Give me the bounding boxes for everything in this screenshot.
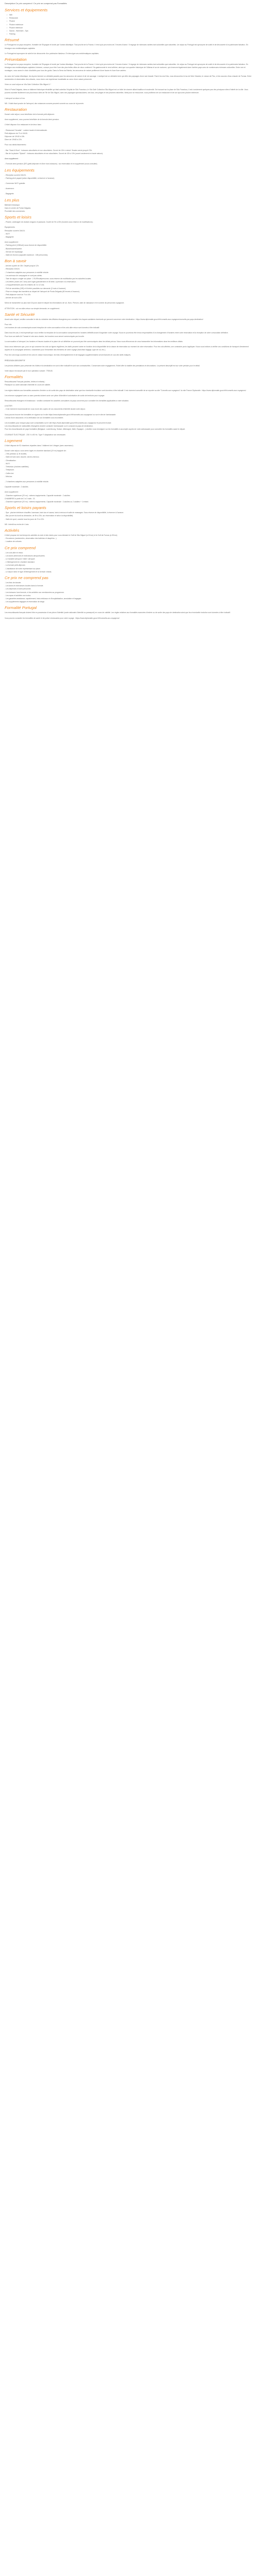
restauration-paragraph: Durant votre séjour, vous bénéficiez de la formule petit-déjeuner.	[5, 113, 55, 116]
equipements-paragraph: - Connexion Wi-Fi gratuite.	[5, 182, 26, 184]
sports-title: Sports et loisirs	[5, 215, 31, 220]
sports-paragraph: - Piscine, aménagée de chaises longues et parasols. Ouvert de 9h à 20h (horaires sous réserve de modifications).	[5, 221, 93, 224]
les-plus-section	[5, 198, 253, 213]
presentation-paragraph: Le Portugal est un pays européen, frontalier de l'Espagne et bordé par l'océan Atlantique. Tout proche de la France, il n'est qu'à peu moins de 2 heures d'avion ! Il regorge de richesses variées tant culturelles que naturelles. Un séjour au Portugal est synonyme de soleil et de découverte d'un patrimoine fabuleux. En témoigne ses emblématiques capitales Lisbonne, connue pour être l'une des plus belles villes de vieux continent ! Sa gastronomie le rend célèbre, ainsi que son quartier historique de l'Alfama et sa vie nocturne, qui s'exercent également dans l'arrière-pays avec de nombreuses richesses culturelles. Entre mer et montagne, vous aurez le choix d'activités pour tous les goûts. Dans la Serra da Estrela, les amoureux de nature profiteront d'une faune et d'une flore variées.	[5, 63, 249, 72]
sports-paragraph: Équipements Réception ouverte 24h/24. - Wi-Fi - Bagagerie	[5, 226, 25, 238]
content	[0, 0, 258, 620]
comprend-paragraph: - Les vols aller et retour. - Les taxes aériennes et redevances aéroportuaires. - Le transfert aéroport / hôtel / aéroport. - L'hébergement en chambre standard. - La formule petit-déjeuner. - L'assistance de notre représentant sur place. - Le séjour selon le type d'hébergement et la formule choisis.	[5, 551, 52, 573]
service-item-parking: • Parking	[9, 32, 253, 36]
formalite-portugal-paragraph: Vous pouvez consulter les formalités de santé et de police nécessaires pour votre voyage : https://www.diplomatie.gouv.fr/fr/conseils-aux-voyageurs/	[5, 617, 120, 619]
presentation-title: Présentation	[5, 57, 27, 62]
equipements-paragraph: - Bagagerie.	[5, 193, 14, 195]
formalite-portugal-title: Formalité Portugal	[5, 605, 37, 611]
resume-title: Résumé	[5, 38, 20, 43]
logement-paragraph: Durant votre séjour, vous serez logés en chambre standard (19 m²) équipée de : - 2 lits jumeaux (1 lit double). - Salle de bain avec douche, sèche-cheveux. - Climatisation. - Wi-Fi. - Télévision (chaînes satellites). - Téléphone. - Coffre-fort. - Mini-bar.	[5, 450, 67, 478]
bon-a-savoir-section	[5, 259, 253, 310]
comprend-section	[5, 546, 253, 573]
sports-paragraph: Avec supplément : - Parking privé (10€/nuit) sous réserve de disponibilité. - Blanchisserie/laverie. - Service de repassage. - Salle de réunion (capacité maximum : 165 personnes).	[5, 241, 49, 256]
restauration-paragraph: - Restaurant "Arcadia" : cuisine locale et internationale. Petit-déjeuner de 7h à 10h30. Déjeuner de 12h30 à 15h. Dîner de 19h30 à 22h.	[5, 129, 47, 141]
logement-paragraph: L'hôtel dispose de 92 chambres réparties dans 1 bâtiment de 4 étages (avec ascenseur).	[5, 444, 74, 447]
presentation-paragraph: NB : l'hôtel étant proche de l'aéroport, des nuisances sonores peuvent survenir au cours de la journée.	[5, 102, 84, 105]
services-section	[5, 8, 253, 36]
bon-a-savoir-title: Bon à savoir	[5, 259, 27, 264]
logement-paragraph: Avec supplément : - Chambre supérieure (20 m²) : mêmes équipements. Capacité maximale : 2 adultes. CHAMBRES à partir de 2 à 3 nuits : 21. - Chambre supérieure (20 m²) : mêmes équipements. Capacité maximale : 3 adultes ou 2 adultes + 1 enfant.	[5, 491, 89, 503]
ne-comprend-section	[5, 575, 253, 603]
restauration-section	[5, 107, 253, 165]
activites-section	[5, 528, 253, 544]
comprend-title: Ce prix comprend	[5, 545, 36, 550]
equipements-paragraph: - Ascenseur.	[5, 188, 14, 190]
resume-section	[5, 38, 253, 55]
restauration-paragraph: Avec supplément, vous pourrez bénéficier de la formule demi-pension.	[5, 118, 59, 121]
precision-paragraph: Votre séjour est assuré par le tour opérateur suivant : TRAVIA	[5, 370, 53, 372]
presentation-paragraph: Vivez un court séjour au Vila Gale Collection São Miguel 4 *	[5, 83, 51, 86]
les-plus-title: Les plus	[5, 197, 20, 202]
activites-paragraph: L'hôtel propose de tout temps les activités du club et des loisirs pour vous distraire le Golf de São Miguel (à 15 km) et le Golf de Furnas (à 35 km). - Excursions (randonnées, observation des baleines et dauphins...). - Location de voitures.	[5, 534, 118, 543]
service-item-piscine-interieure: • Piscine intérieure	[9, 26, 253, 29]
formalites-paragraph: Vous pouvez trouver les formalités en vigueur sur le site https://www.diplomatie.gouv.fr/fr/conseils-aux-voyageurs/ ou sur le site de l'ambassade. L'achat d'une assurance, et la vérification de vos formalités vous incombent.	[5, 413, 116, 419]
sante-paragraph: Nous vous informons que, pour ce qui concerne les vols sur lignes régulières, les tarifs peuvent varier en fonction de la disponibilité de la classe de réservation au moment de votre réservation. Pour les vols affrétés, une contrainte peut s'appliquer. Nous vous invitons à vérifier vos conditions de transport directement auprès de la compagnie aérienne, notamment pour l'ensemble des éléments de votre voyage (franchise bagage, type de vol, etc.).	[5, 346, 249, 351]
logement-paragraph: - 2 chambres adaptées aux personnes à mobilité réduite.	[5, 480, 49, 483]
header-note: Description Ce prix comprend / Ce prix ne comprend pas Formalités	[5, 2, 67, 5]
sante-paragraph: Pour les vols longs courriers et les vols en classe économique, les frais d'enregistrement et de bagages supplémentaires seront facturés en sus des tarifs indiqués.	[5, 354, 131, 357]
les-plus-paragraph: Bâtiment historique. Dans le centre de Ponta Delgada. Proximité des commerces.	[5, 204, 31, 212]
formalite-portugal-section	[5, 605, 253, 619]
services-title: Services et équipements	[5, 8, 48, 12]
restauration-paragraph: Pour vos rafraîchissements :	[5, 144, 27, 146]
formalites-paragraph: Les modalités pour chaque pays sont consultables sur le site https://www.diplomatie.gouv.fr/fr/conseils-aux-voyageurs/ et peuvent évoluer. Les ressortissants de nationalités étrangères doivent contacter l'ambassade ou le consulat du pays de destination. Pour les ressortissants de pays frontaliers (Belgique, Luxembourg, Suisse, Allemagne, Italie, Espagne...) veuillez vous renseigner sur les formalités à accomplir auprès de votre ambassade pour connaître les formalités avant le départ.	[5, 422, 186, 431]
service-item-piscine: • Piscine	[9, 20, 253, 23]
formalites-paragraph: A NOTER - Il est vivement recommandé de vous munir des copies de vos documents d'identité durant votre séjour.	[5, 405, 86, 411]
presentation-section	[5, 57, 253, 105]
sante-paragraph: Avant votre départ, veuillez consulter le site du ministère des Affaires étrangères pour connaître les risques sanitaires éventuels qui peuvent concerner votre destination : https://www.diplomatie.gouv.fr/fr/conseils-aux-voyageurs/conseils-par-pays-destination/	[5, 318, 203, 320]
presentation-paragraph: Au cœur de l'océan Atlantique, les Açores forment un véritable paradis pour les amoureux de nature et de vie sauvage. L'archipel est un véritable écrin qui offre des paysages d'une rare beauté. Parmi les neuf îles, vous découvrirez le lac de Sete Cidades, le volcan de Pico, et les sources d'eau chaude de Furnas. Entre randonnées et observation des cétacés, vous vivrez une expérience inoubliable au cœur d'une nature préservée.	[5, 75, 252, 80]
activites-title: Activités	[5, 528, 20, 533]
formalites-paragraph: Les mineurs voyageant avec ou sans parents doivent avoir une pièce d'identité et autorisation de sortie de territoire pour voyager.	[5, 394, 105, 397]
restauration-paragraph: L'hôtel dispose d'un restaurant et de deux bars :	[5, 124, 42, 126]
service-item-sauna: • Sauna - Hammam - Spa	[9, 29, 253, 32]
sports-section	[5, 215, 253, 257]
sports-payants-title: Sports et loisirs payants	[5, 505, 46, 511]
bon-a-savoir-paragraph: - Arrivée à partir de 15h. Départ jusqu'à 12h. - Réception 24h/24. - 2 chambres adaptées aux personnes à mobilité réduite. - Les animaux de compagnie ne sont pas admis. - Taxe de séjour à régler sur place : 2 EUR/nuit/personne, sous réserve de modification par les autorités locales. - Les bébés (moins de 2 ans) sont logés gratuitement en lit bébé, à préciser à la réservation. - Lit supplémentaire pour les enfants de 2 à 12 ans. - Prêt de serviettes (10€) et lit bébé possibles sur demande (2 mois à l'avance). - Prise en charge des transferts au départ de l'aéroport de Ponta Delgada (48 heures à l'avance). - Petit-déjeuner servi de 7h à 10h. - Arrivée de nuit à 20h.	[5, 265, 92, 299]
service-item-piscine-exterieure: • Piscine extérieure	[9, 23, 253, 26]
logement-paragraph: Capacité maximale : 2 adultes.	[5, 486, 29, 488]
resume-paragraph: Le Portugal est un pays européen, frontalier de l'Espagne et bordé par l'océan Atlantique. Tout proche de la France, il n'est qu'à peu moins de 2 heures d'avion ! Il regorge de richesses variées tant culturelles que naturelles. Un séjour au Portugal est synonyme de soleil et de découverte d'un patrimoine fabuleux. En témoigne ses emblématiques capitales.	[5, 44, 249, 49]
supplements-text: - Formule demi-pension (DP) (petit-déjeuner et dîner hors boissons) : sur réservation et en supplément (nous consulter).	[5, 163, 98, 165]
service-item-restaurant: • Restaurant	[9, 16, 253, 20]
sports-payants-paragraph: NB : interdit au moins de 4 ans.	[5, 523, 29, 526]
logement-section	[5, 438, 253, 503]
precision-section	[5, 359, 253, 373]
equipements-section	[5, 168, 253, 196]
ne-comprend-title: Ce prix ne comprend pas	[5, 575, 49, 580]
sports-payants-paragraph: - Spa : piscine intérieure chauffée, hammam, bain turc et sauna, bain à remous et salle de massages. Sous réserve de disponibilité, à réserver à l'avance. - Bar (ouvert du lundi au dimanche, de 9h à 20h, sur réservation et selon la disponibilité). - Salle de sport, ouverte tous les jours de 7h à 22h.	[5, 512, 124, 520]
services-list	[5, 13, 253, 36]
presentation-paragraph: Situé à Ponta Delgada, dans un bâtiment historique réhabilité qui était autrefois l'hôpital de São Francisco, le Vila Galé Collection São Miguel est un hôtel de charme alliant tradition et modernité. Se trouvant sur la place de São Francisco, il est à seulement quelques pas des principaux sites d'intérêt de la ville. Vous pourrez accéder facilement aux plus beaux sites de l'île de São Miguel, avec ses paysages spectaculaires, ses lacs, ses plages et ses piscines naturelles. Idéal pour se ressourcer, vous profiterez de son restaurant et de son spa avec piscine intérieure.	[5, 89, 248, 94]
equipements-title: Les équipements	[5, 167, 35, 173]
equipements-paragraph: - Réception ouverte 24h/24. - Parking privé payant (selon disponibilité, à réserver à l'avance).	[5, 174, 55, 179]
precision-title: PRÉCISION DESCRIPTIF	[5, 359, 25, 362]
formalites-paragraph: Les règles relatives aux formalités avancées d'entrée ou de sortie des pays de destination ainsi que leur éventuelle évolution sont données à titre indicatif. Il est vivement conseillé de se reporter au site "Conseils aux voyageurs" du site France Diplomatie : https://www.diplomatie.gouv.fr/fr/conseils-aux-voyageurs/	[5, 389, 246, 392]
presentation-paragraph: L'aéroport se situe à 4 km.	[5, 97, 25, 99]
precision-paragraph: Les photos utilisées pour présenter les hôtels et la destination ne sont à titre indicatif et sont non contractuelles. Conservant notre engagement, l'hôtel offre la totalité des prestations et décorations. Le présent descriptif est sur votre période pour le détail.	[5, 364, 200, 367]
formalites-paragraph: Ressortissants étrangers et binationaux : veuillez contacter les autorités consulaires du pays concerné pour connaître les formalités applicables à votre situation.	[5, 400, 130, 402]
sports-payants-section	[5, 505, 253, 526]
bon-a-savoir-paragraph: ATTENTION : vol non aller-retour sur simple demande, en supplément.	[5, 307, 60, 310]
restauration-paragraph: - Bar "Saúd & Bom" : boissons alcoolisées et non alcoolisées. Ouvert de 10h à minuit. Snacks servis jusqu'à 23h. - Bar de la piscine "Splash" : boissons alcoolisées et non alcoolisées. Ouvert de 10h à 19h (ouvert seulement en haute saison).	[5, 149, 103, 155]
resume-paragraph: Le Portugal est synonyme de soleil et de découverte d'un patrimoine fabuleux. En témoigne ses emblématiques capitales.	[5, 52, 99, 55]
sante-paragraph: Pour info Les horaires de vols communiqués avant réception de votre convocation et les vols aller retour sont donnés à titre indicatif.	[5, 324, 100, 329]
formalites-title: Formalités	[5, 375, 23, 380]
formalites-paragraph: Ressortissants Français (adultes, bébés et enfants) : Passeport ou carte nationale d'identité en cours de validité.	[5, 381, 51, 386]
courant-electrique: COURANT ÉLECTRIQUE : 230 V à 50 Hz. Type F. Adaptateur non nécessaire.	[5, 433, 66, 436]
formalites-section	[5, 375, 253, 436]
logement-title: Logement	[5, 438, 22, 443]
supplements-label: Avec supplément :	[5, 158, 19, 160]
bon-a-savoir-paragraph: Merci de transmettre au plus tard 15 jours avant le départ les informations de vol, Nom, Prénom, date de naissance et le nombre de personnes voyageant.	[5, 302, 124, 304]
sante-title: Santé et Sécurité	[5, 312, 35, 317]
service-item-wifi: • Wifi	[9, 13, 253, 16]
sante-paragraph: Dans tous les cas, il est impératif que vous vérifiez la réception de la convocation comprenant les horaires définitifs avant d'organiser votre voyage. Nous ne pourrions être tenus responsables d'un changement d'horaires entre votre réservation et la réception de votre convocation définitive. Pour tous vos tarifs Air Transat et vols secs charter, les horaires vous seront communiqués par la suite.	[5, 332, 229, 337]
sante-paragraph: La convocation à l'aéroport, les horaires et heures locales et la place de vol définitive ne pourront pas être communiqués dans les délais prévus. Nous nous efforcerons de vous transmettre les informations dans les meilleurs délais.	[5, 340, 183, 343]
formalite-portugal-paragraph: Les ressortissants français doivent être en possession d'une pièce d'identité (carte nationale d'identité ou passeport) en cours de validité. Les règles relatives aux formalités avancées d'entrée ou de sortie des pays de destination ainsi que leur éventuelle évolution sont données à titre indicatif.	[5, 612, 231, 614]
ne-comprend-paragraph: - Les frais de dossier. - Les taxes et redevances locales dans la formule. - Les dépenses d'ordre personnel. - Les boissons hors formule, ni les activités non mentionnées au programme. - Les repas et activités non inclus. - Les garanties assistance, rapatriement, frais médicaux et d'hospitalisation, annulation et bagages. - Les suppléments bagages et réservation de siège.	[5, 581, 82, 603]
sante-section	[5, 312, 253, 357]
restauration-title: Restauration	[5, 107, 27, 112]
